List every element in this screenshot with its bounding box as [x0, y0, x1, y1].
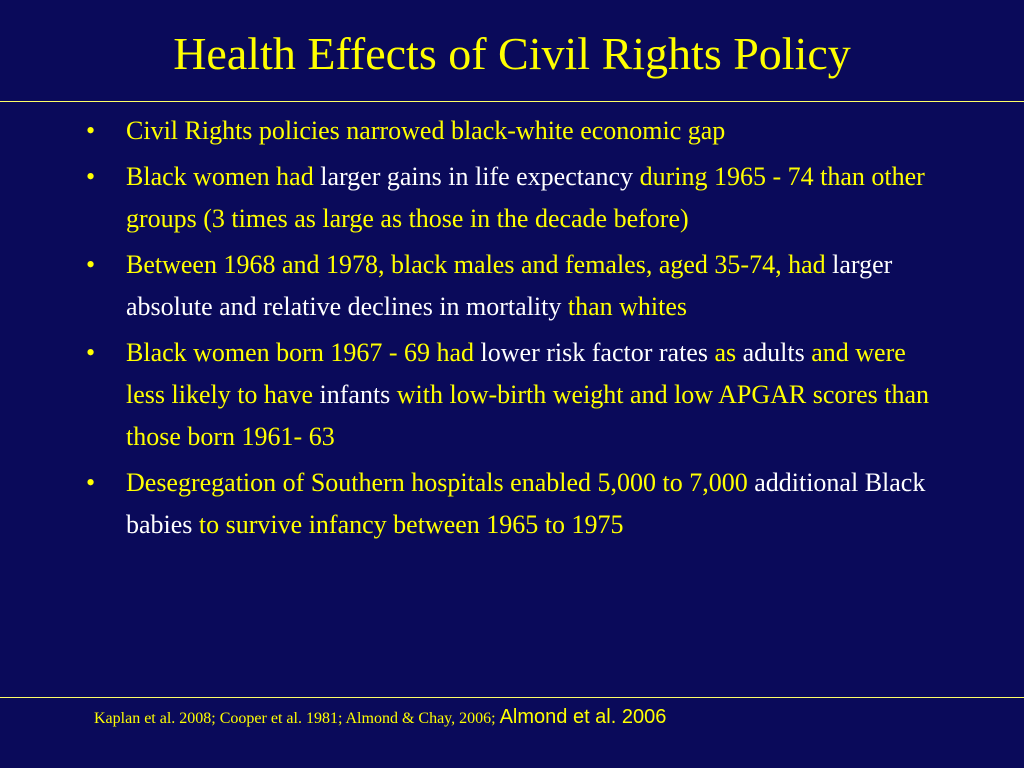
citation-references: Kaplan et al. 2008; Cooper et al. 1981; Almond & Chay, 2006;	[94, 710, 496, 727]
bullet-item	[86, 110, 946, 152]
bullet-text-segment: during 1965 - 74 than other groups (3 times as large as those in the decade before)	[126, 162, 925, 233]
bullet-text-segment: as	[714, 338, 743, 367]
bullet-text-segment: lower risk factor rates	[480, 338, 715, 367]
bullet-marker: •	[86, 468, 96, 497]
bullet-marker: •	[86, 162, 96, 191]
bullet-text-segment: with low-birth weight and low APGAR scores than those born 1961- 63	[126, 380, 930, 451]
bullet-text-segment: infancy between 1965 to 1975	[308, 510, 624, 539]
footer-divider	[0, 697, 1024, 698]
citation	[94, 704, 666, 732]
bullet-text-segment: larger absolute and relative declines in mortality	[126, 250, 893, 321]
bullet-text-segment: Desegregation of Southern hospitals enabled 5,000 to 7,000	[126, 468, 755, 497]
bullet-item	[86, 244, 946, 328]
bullet-text-segment: Black women born 1967 - 69 had	[126, 338, 481, 367]
bullet-marker: •	[86, 338, 96, 367]
bullet-text-segment: infants	[319, 380, 397, 409]
bullet-text-segment: Black women had	[126, 162, 321, 191]
bullet-text-segment: Between 1968 and 1978, black males and females, aged 35-74, had	[126, 250, 833, 279]
bullet-text-segment: to survive	[198, 510, 309, 539]
citation-highlight: Almond et al. 2006	[499, 706, 667, 728]
bullet-text-segment: larger gains in life expectancy	[320, 162, 640, 191]
bullet-text-segment: adults	[742, 338, 812, 367]
bullet-item	[86, 156, 946, 240]
slide-title: Health Effects of Civil Rights Policy	[173, 28, 851, 79]
bullet-text-segment: than whites	[567, 292, 688, 321]
bullet-text-segment: and were less likely to have	[126, 338, 906, 409]
bullet-marker: •	[86, 116, 96, 145]
bullet-item	[86, 332, 946, 458]
bullet-text-segment: Civil Rights policies narrowed black-white economic gap	[126, 116, 726, 145]
title-divider	[0, 101, 1024, 102]
bullet-text-segment: additional Black babies	[126, 468, 926, 539]
bullet-item	[86, 462, 946, 546]
bullet-marker: •	[86, 250, 96, 279]
bullet-list	[86, 110, 946, 550]
